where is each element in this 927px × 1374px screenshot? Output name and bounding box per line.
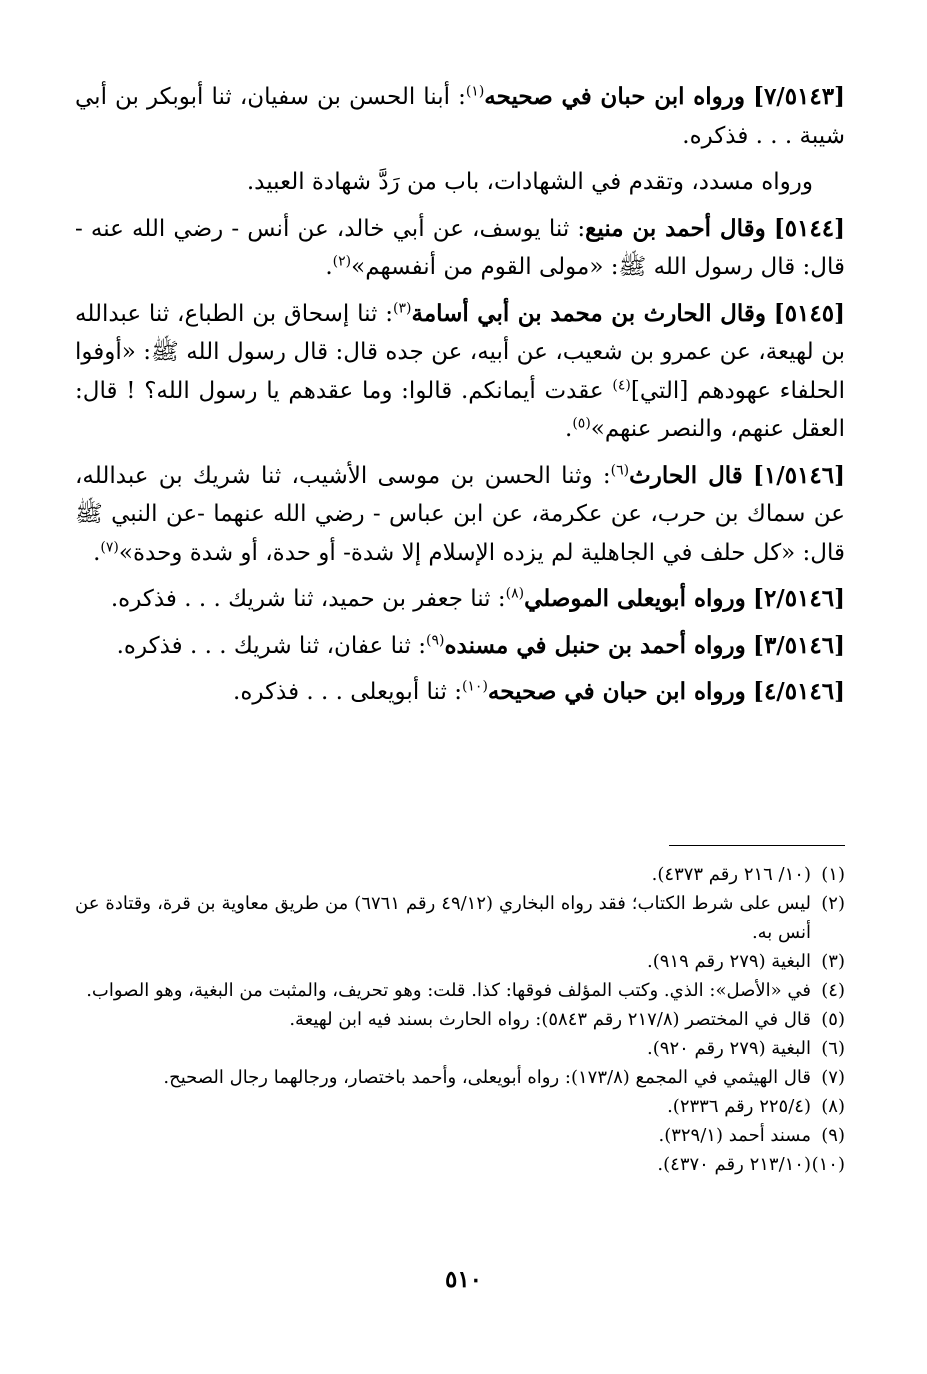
footnote-text: مسند أحمد (٣٢٩/١). bbox=[658, 1125, 811, 1146]
hadith-entry-5145 bbox=[75, 295, 845, 449]
page-number: ٥١٠ bbox=[444, 1266, 483, 1293]
entry-lead: ورواه أبويعلى الموصلي bbox=[524, 585, 746, 612]
hadith-entry-5144 bbox=[75, 210, 845, 287]
footnote-text: البغية (٢٧٩ رقم ٩١٩). bbox=[647, 951, 811, 972]
entry-text: ورواه مسدد، وتقدم في الشهادات، باب من رَدَّ شهادة العبيد. bbox=[246, 169, 813, 195]
entry-lead: وقال الحارث بن محمد بن أبي أسامة bbox=[411, 299, 766, 327]
footnote-marker: (٦) bbox=[610, 461, 630, 478]
footnote-marker: (٣) bbox=[393, 299, 412, 316]
footnote-number: (٢) bbox=[821, 893, 845, 914]
footnote-text: قال الهيثمي في المجمع (١٧٣/٨): رواه أبويعلى، وأحمد باختصار، ورجالهما رجال الصحيح. bbox=[163, 1067, 811, 1088]
entry-text: : أبنا الحسن بن سفيان، ثنا أبوبكر بن أبي شيبة . . . فذكره. bbox=[75, 84, 845, 149]
entry-lead: وقال أحمد بن منيع bbox=[585, 214, 766, 242]
entry-number: [٢/٥١٤٦] bbox=[753, 585, 845, 612]
entry-tail: . bbox=[565, 416, 573, 442]
footnote-marker: (٥) bbox=[572, 415, 591, 432]
hadith-entry-5143-7 bbox=[75, 78, 845, 155]
footnote-text: قال في المختصر (٢١٧/٨ رقم ٥٨٤٣): رواه الحارث بسند فيه ابن لهيعة. bbox=[289, 1009, 811, 1030]
hadith-entry-5146-4 bbox=[75, 673, 845, 712]
entry-tail: . bbox=[325, 254, 333, 280]
footnote-number: (٦) bbox=[821, 1038, 845, 1059]
footnote bbox=[75, 1092, 845, 1121]
entry-number: [٥١٤٤] bbox=[773, 214, 846, 242]
footnote bbox=[75, 1121, 845, 1150]
footnote-number: (٧) bbox=[821, 1067, 845, 1088]
footnote bbox=[75, 976, 845, 1005]
entry-number: [١/٥١٤٦] bbox=[753, 461, 845, 489]
footnote-text: البغية (٢٧٩ رقم ٩٢٠). bbox=[647, 1038, 811, 1059]
cross-reference-paragraph bbox=[75, 163, 845, 202]
footnote-text: (٢٢٥/٤ رقم ٢٣٣٦). bbox=[667, 1096, 811, 1117]
footnote-text: ليس على شرط الكتاب؛ فقد رواه البخاري (٤٩/١٢ رقم ٦٧٦١) من طريق معاوية بن قرة، وقتادة عن أنس به. bbox=[75, 893, 811, 943]
entry-text: : ثنا يوسف، عن أبي خالد، عن أنس - رضي الله عنه - قال: قال رسول الله ﷺ: «مولى القوم من أنفسهم» bbox=[75, 215, 845, 280]
footnote-marker: (١) bbox=[465, 83, 485, 100]
entry-tail: . bbox=[93, 539, 101, 566]
entry-text: : وثنا الحسن بن موسى الأشيب، ثنا شريك بن عبدالله، عن سماك بن حرب، عن عكرمة، عن ابن عباس - رضي الله عنهما -عن النبي ﷺ قال: «كل حلف في الجاهلية لم يزده الإسلام إلا شدة- أو حدة، أو شدة وحدة» bbox=[75, 462, 845, 566]
footnote-marker: (٨) bbox=[505, 585, 525, 602]
footnote-marker: (١٠) bbox=[461, 678, 488, 695]
footnote-text: في «الأصل»: الذي. وكتب المؤلف فوقها: كذا. قلت: وهو تحريف، والمثبت من البغية، وهو الصواب. bbox=[86, 980, 811, 1001]
hadith-entry-5146-2 bbox=[75, 580, 845, 619]
footnote-divider bbox=[669, 845, 845, 846]
entry-number: [٤/٥١٤٦] bbox=[753, 678, 845, 705]
footnote-text: (١٠/ ٢١٦ رقم ٤٣٧٣). bbox=[651, 864, 811, 885]
footnote-number: (٨) bbox=[821, 1096, 845, 1117]
footnote-number: (٥) bbox=[821, 1009, 845, 1030]
footnote-number: (٤) bbox=[821, 980, 845, 1001]
footnote bbox=[75, 1034, 845, 1063]
entry-lead: ورواه أحمد بن حنبل في مسنده bbox=[444, 631, 746, 659]
footnote-number: (٩) bbox=[821, 1125, 845, 1146]
footnote bbox=[75, 860, 845, 889]
footnote-marker: (٢) bbox=[332, 253, 352, 270]
entry-text: عقدت أيمانكم. قالوا: وما عقدهم يا رسول الله؟ ! قال: العقل عنهم، والنصر عنهم» bbox=[75, 377, 845, 442]
footnote bbox=[75, 889, 845, 947]
entry-number: [٣/٥١٤٦] bbox=[753, 631, 845, 659]
entry-text: : ثنا أبويعلى . . . فذكره. bbox=[233, 679, 462, 705]
hadith-entry-5146-3 bbox=[75, 627, 845, 666]
entry-lead: قال الحارث bbox=[629, 461, 743, 489]
footnote-number: (١) bbox=[821, 864, 845, 885]
entry-text: : ثنا إسحاق بن الطباع، ثنا عبدالله بن لهيعة، عن عمرو بن شعيب، عن أبيه، عن جده قال: قال رسول الله ﷺ: «أوفوا الحلفاء عهودهم [التي] bbox=[75, 300, 846, 404]
entry-number: [٧/٥١٤٣] bbox=[753, 83, 846, 110]
footnote-text: (٢١٣/١٠ رقم ٤٣٧٠). bbox=[657, 1154, 811, 1175]
hadith-entry-5146-1 bbox=[75, 457, 845, 573]
entry-text: : ثنا جعفر بن حميد، ثنا شريك . . . فذكره. bbox=[110, 586, 506, 612]
entry-number: [٥١٤٥] bbox=[773, 299, 845, 327]
footnotes bbox=[75, 860, 845, 1179]
entry-lead: ورواه ابن حبان في صحيحه bbox=[487, 678, 746, 705]
entry-lead: ورواه ابن حبان في صحيحه bbox=[484, 83, 746, 110]
footnote-number: (١٠) bbox=[811, 1154, 845, 1175]
footnote-marker: (٩) bbox=[425, 631, 445, 648]
footnote bbox=[75, 1063, 845, 1092]
entry-text: : ثنا عفان، ثنا شريك . . . فذكره. bbox=[116, 632, 426, 659]
main-text bbox=[75, 78, 845, 720]
footnote-marker: (٧) bbox=[100, 538, 119, 555]
footnote bbox=[75, 1005, 845, 1034]
footnote-number: (٣) bbox=[821, 951, 845, 972]
footnote bbox=[75, 947, 845, 976]
footnote-marker: (٤) bbox=[612, 376, 631, 393]
footnote bbox=[75, 1150, 845, 1179]
